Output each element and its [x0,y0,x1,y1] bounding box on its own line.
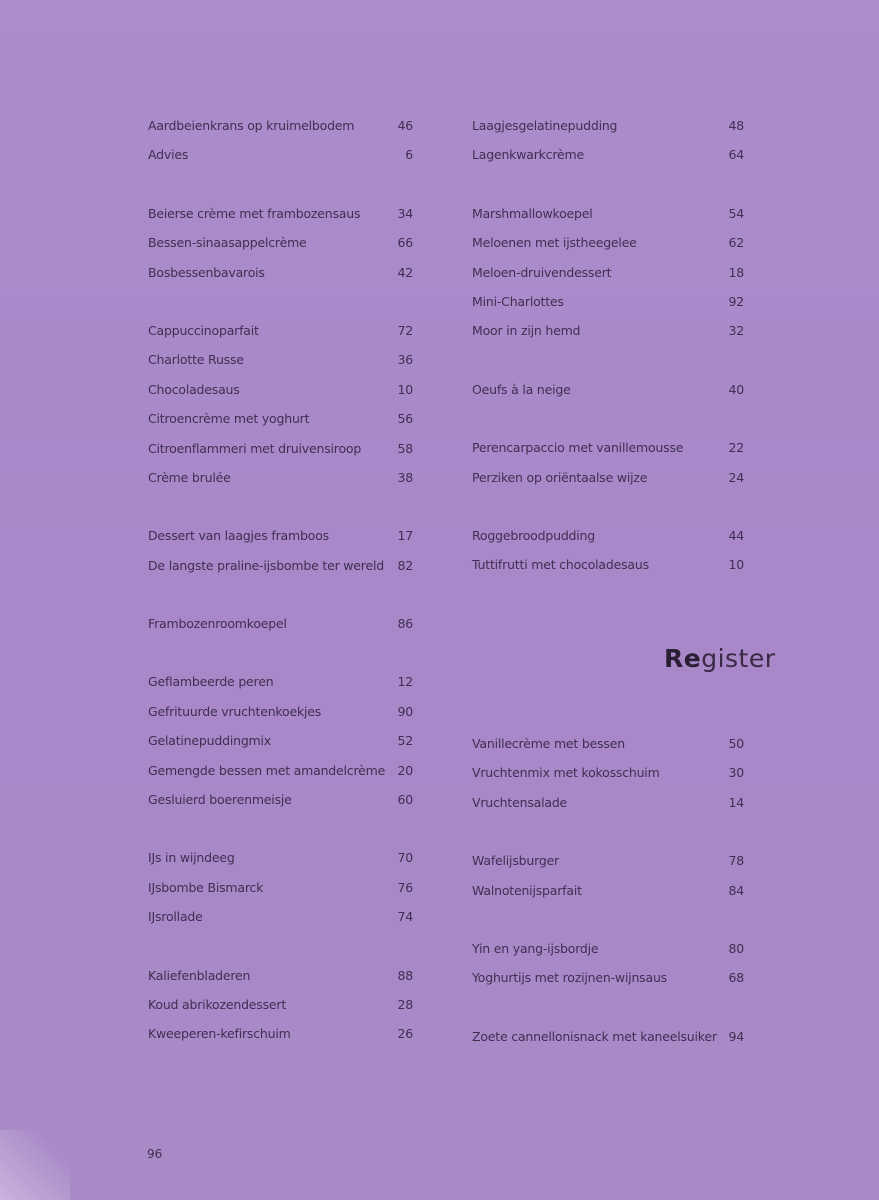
index-column-left [148,118,413,1085]
entry-title: IJsbombe Bismarck [148,879,264,895]
entry-title: Walnotenijsparfait [472,882,582,898]
index-entry [148,441,413,470]
entry-title: Wafelijsburger [472,853,559,869]
entry-title: Charlotte Russe [148,352,244,368]
index-column-right-bottom [472,736,744,1087]
index-entry [148,616,413,645]
register-heading [664,644,776,673]
entry-title: Dessert van laagjes framboos [148,528,329,544]
entry-title: Koud abrikozendessert [148,996,287,1012]
entry-page-number: 44 [728,527,744,543]
index-entry [472,265,744,294]
page-number: 96 [147,1147,163,1161]
entry-page-number: 40 [728,381,744,397]
index-entry [148,411,413,440]
entry-page-number: 36 [397,352,413,368]
entry-title: Citroencrème met yoghurt [148,411,310,427]
entry-title: Meloen-druivendessert [472,264,612,280]
entry-page-number: 60 [397,792,413,808]
entry-title: Cappuccinoparfait [148,322,259,338]
entry-title: Citroenflammeri met druivensiroop [148,440,362,456]
entry-title: Moor in zijn hemd [472,323,581,339]
entry-title: Marshmallowkoepel [472,205,593,221]
index-entry [472,206,744,235]
entry-page-number: 76 [397,879,413,895]
index-group [148,323,413,499]
entry-title: Gefrituurde vruchtenkoekjes [148,703,322,719]
index-entry [148,382,413,411]
entry-page-number: 80 [728,940,744,956]
index-group [472,206,744,353]
entry-page-number: 70 [397,850,413,866]
entry-title: Mini-Charlottes [472,293,564,309]
index-entry [148,470,413,499]
index-entry [472,528,744,557]
index-group [472,118,744,177]
index-entry [472,1029,744,1058]
entry-title: Aardbeienkrans op kruimelbodem [148,118,355,133]
entry-title: Kaliefenbladeren [148,967,251,983]
index-group [148,528,413,587]
entry-page-number: 6 [405,147,413,163]
index-entry [472,323,744,352]
index-entry [148,235,413,264]
entry-page-number: 64 [728,147,744,163]
entry-page-number: 66 [397,235,413,251]
entry-title: Advies [148,147,189,163]
entry-title: Perziken op oriëntaalse wijze [472,469,648,485]
entry-title: Vruchtenmix met kokosschuim [472,765,660,781]
index-entry [148,118,413,147]
index-entry [472,970,744,999]
index-group [472,736,744,824]
index-entry [472,883,744,912]
entry-title: IJs in wijndeeg [148,850,235,866]
entry-page-number: 28 [397,996,413,1012]
register-heading-rest: gister [701,644,776,673]
index-entry [148,147,413,176]
index-entry [472,294,744,323]
index-entry [472,382,744,411]
entry-title: Geflambeerde peren [148,674,274,690]
index-entry [472,853,744,882]
entry-title: Tuttifrutti met chocoladesaus [472,557,649,573]
entry-page-number: 42 [397,264,413,280]
entry-page-number: 10 [728,557,744,573]
index-entry [148,206,413,235]
entry-title: Kweeperen-kefirschuim [148,1026,291,1042]
entry-page-number: 12 [397,674,413,690]
entry-page-number: 74 [397,909,413,925]
entry-page-number: 58 [397,440,413,456]
entry-page-number: 14 [728,794,744,810]
entry-page-number: 20 [397,762,413,778]
entry-page-number: 62 [728,235,744,251]
index-column-right-top [472,118,744,616]
index-entry [472,557,744,586]
entry-page-number: 90 [397,703,413,719]
entry-page-number: 86 [397,616,413,632]
entry-page-number: 24 [728,469,744,485]
entry-page-number: 32 [728,323,744,339]
entry-title: IJsrollade [148,909,203,925]
entry-page-number: 92 [728,293,744,309]
index-entry [148,558,413,587]
entry-page-number: 78 [728,853,744,869]
entry-title: Crème brulée [148,469,231,485]
entry-title: Bosbessenbavarois [148,264,265,280]
entry-page-number: 94 [728,1028,744,1044]
index-entry [148,528,413,557]
entry-page-number: 46 [397,118,413,133]
entry-page-number: 50 [728,736,744,751]
index-group [148,850,413,938]
entry-title: Beierse crème met frambozensaus [148,205,361,221]
index-entry [148,323,413,352]
index-group [148,118,413,177]
entry-page-number: 38 [397,469,413,485]
entry-title: Meloenen met ijstheegelee [472,235,637,251]
entry-title: Zoete cannellonisnack met kaneelsuiker [472,1028,717,1044]
index-entry [148,792,413,821]
index-entry [148,850,413,879]
index-group [148,616,413,645]
index-entry [472,795,744,824]
entry-page-number: 17 [397,528,413,544]
entry-page-number: 10 [397,381,413,397]
entry-title: Gemengde bessen met amandelcrème [148,762,386,778]
index-group [472,941,744,1000]
entry-page-number: 68 [728,970,744,986]
index-entry [148,763,413,792]
entry-page-number: 82 [397,557,413,573]
index-entry [472,736,744,765]
entry-title: Bessen-sinaasappelcrème [148,235,307,251]
index-entry [148,733,413,762]
index-group [472,382,744,411]
entry-title: Chocoladesaus [148,381,240,397]
index-entry [148,1026,413,1055]
entry-page-number: 88 [397,967,413,983]
index-entry [148,880,413,909]
index-entry [148,909,413,938]
entry-title: Yin en yang-ijsbordje [472,940,599,956]
index-entry [472,941,744,970]
entry-title: Yoghurtijs met rozijnen-wijnsaus [472,970,667,986]
entry-title: Gesluierd boerenmeisje [148,792,292,808]
page-corner-highlight [0,1130,70,1200]
entry-page-number: 30 [728,765,744,781]
index-entry [472,470,744,499]
entry-title: Roggebroodpudding [472,527,596,543]
index-group [148,968,413,1056]
index-group [472,853,744,912]
entry-page-number: 26 [397,1026,413,1042]
index-entry [472,118,744,147]
index-group [148,206,413,294]
entry-page-number: 84 [728,882,744,898]
index-entry [148,352,413,381]
index-entry [472,440,744,469]
entry-page-number: 56 [397,411,413,427]
entry-page-number: 52 [397,733,413,749]
index-entry [472,147,744,176]
entry-page-number: 34 [397,205,413,221]
entry-page-number: 48 [728,118,744,133]
entry-title: Laagjesgelatinepudding [472,118,618,133]
index-group [472,1029,744,1058]
entry-title: Vanillecrème met bessen [472,736,625,751]
index-entry [148,265,413,294]
index-group [472,440,744,499]
index-entry [148,704,413,733]
index-entry [148,968,413,997]
entry-title: Lagenkwarkcrème [472,147,584,163]
entry-page-number: 72 [397,322,413,338]
index-group [148,674,413,821]
index-entry [148,674,413,703]
register-heading-bold: Re [664,644,702,673]
index-entry [472,765,744,794]
entry-page-number: 22 [728,440,744,456]
index-entry [148,997,413,1026]
index-group [472,528,744,587]
entry-title: Vruchtensalade [472,794,568,810]
entry-page-number: 18 [728,264,744,280]
entry-title: Oeufs à la neige [472,381,571,397]
entry-title: Gelatinepuddingmix [148,733,271,749]
entry-title: De langste praline-ijsbombe ter wereld [148,557,384,573]
index-entry [472,235,744,264]
entry-page-number: 54 [728,205,744,221]
entry-title: Frambozenroomkoepel [148,616,287,632]
entry-title: Perencarpaccio met vanillemousse [472,440,684,456]
